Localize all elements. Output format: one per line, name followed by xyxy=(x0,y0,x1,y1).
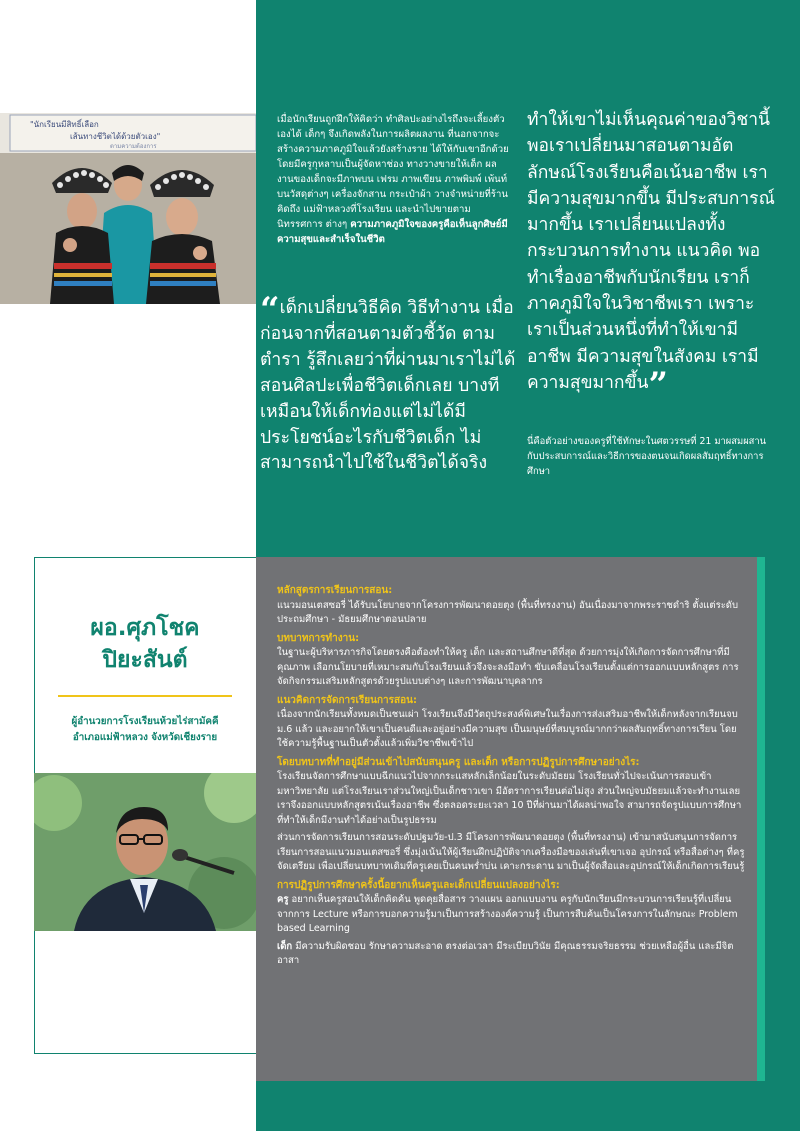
profile-name xyxy=(34,612,256,676)
section-heading: การปฏิรูปการศึกษาครั้งนี้อยากเห็นครูและเด็กเปลี่ยนแปลงอย่างไร: xyxy=(277,879,560,891)
profile-position-line-1: ผู้อำนวยการโรงเรียนห้วยไร่สามัคคี xyxy=(71,716,219,727)
quote-caption: นี่คือตัวอย่างของครูที่ใช้ทักษะในศตวรรษที่ 21 มาผสมผสานกับประสบการณ์และวิธีการของตนจนเกิดผลสัมฤทธิ์ทางการศึกษา xyxy=(527,436,767,477)
sign-text-1: "นักเรียนมีสิทธิ์เลือก xyxy=(30,120,99,129)
paragraph-text: อยากเห็นครูสอนให้เด็กคิดค้น พูดคุยสื่อสาร วางแผน ออกแบบงาน ครูกับนักเรียนมีกระบวนการเรียนรู้ที่เปลี่ยนจากการ Lecture หรือการบอกความรู้มาเป็นการสร้างองค์ความรู้ เป็นการสืบค้นเป็นโครงการในลักษณะ Problem based Learning xyxy=(277,894,738,934)
section-paragraph xyxy=(277,893,747,937)
section-paragraph: โรงเรียนจัดการศึกษาแบบฉีกแนวไปจากกระแสหลักเล็กน้อยในระดับมัธยม โรงเรียนทั่วไปจะเน้นการสอบเข้ามหาวิทยาลัย แต่โรงเรียนเราส่วนใหญ่เป็นเด็กชาวเขา มีอัตราการเรียนต่อไม่สูง ส่วนใหญ่จบมัธยมแล้วจะทำงานเลย เราจึงออกแบบหลักสูตรเน้นเรื่องอาชีพ ซึ่งตลอดระยะเวลา 10 ปีที่ผ่านมาได้ผลน่าพอใจ สามารถจัดรูปแบบการศึกษาที่ทำให้เด็กมีงานทำได้อย่างเป็นรูปธรรม xyxy=(277,771,742,826)
quote-right-text: ทำให้เขาไม่เห็นคุณค่าของวิชานี้ พอเราเปลี่ยนมาสอนตามอัตลักษณ์โรงเรียนคือเน้นอาชีพ เรามีความสุขมากขึ้น มีประสบการณ์มากขึ้น เราเปลี่ยนแปลงทั้งกระบวนการทำงาน แนวคิด พอทำเรื่องอาชีพกับนักเรียน เราก็ภาคภูมิใจในวิชาชีพเรา เพราะเราเป็นส่วนหนึ่งที่ทำให้เขามีอาชีพ มีความสุขในสังคม เรามีความสุขมากขึ้น xyxy=(527,110,775,393)
section-paragraph: แนวมอนเตสซอรี่ ได้รับนโยบายจากโครงการพัฒนาดอยตุง (พื้นที่ทรงงาน) อันเนื่องมาจากพระราชดำริ ตั้งแต่ระดับประถมศึกษา - มัธยมศึกษาตอนปลาย xyxy=(277,599,739,625)
section-support-reform xyxy=(277,756,747,875)
profile-name-line-2: ปิยะสันต์ xyxy=(102,647,188,673)
section-heading: หลักสูตรการเรียนการสอน: xyxy=(277,585,393,596)
pull-quote-center xyxy=(260,290,518,477)
section-paragraph: ในฐานะผู้บริหารภารกิจโดยตรงคือต้องทำให้ครู เด็ก และสถานศึกษาดีที่สุด ด้วยการมุ่งให้เกิดการจัดการศึกษาที่มีคุณภาพ เลือกนโยบายที่เหมาะสมกับโรงเรียนแล้วจึงจะลงมือทำ ขับเคลื่อนโรงเรียนตั้งแต่การออกแบบหลักสูตร การจัดกิจกรรมเสริมหลักสูตรด้วยรูปแบบต่างๆ และการพัฒนาบุคลากร xyxy=(277,647,739,687)
gray-box-accent-stripe xyxy=(757,557,765,1081)
open-quote-mark: “ xyxy=(260,290,280,330)
sign-text-3: ตามความต้องการ xyxy=(110,143,157,150)
students-illustration xyxy=(0,113,256,304)
profile-divider xyxy=(58,695,232,697)
sign-text-2: เส้นทางชีวิตได้ด้วยตัวเอง" xyxy=(70,132,161,141)
pull-quote-right xyxy=(527,107,779,405)
profile-position-line-2: อำเภอแม่ฟ้าหลวง จังหวัดเชียงราย xyxy=(72,732,218,743)
section-teaching-concept xyxy=(277,694,747,752)
paragraph-lead: ครู xyxy=(277,894,289,905)
quote-center-text: เด็กเปลี่ยนวิธีคิด วิธีทำงาน เมื่อก่อนจากที่สอนตามตัวชี้วัด ตามตำรา รู้สึกเลยว่าที่ผ่านมาเราไม่ได้สอนศิลปะเพื่อชีวิตเด็กเลย บางทีเหมือนให้เด็กท่องแต่ไม่ได้มีประโยชน์อะไรกับชีวิตเด็ก ไม่สามารถนำไปใช้ในชีวิตได้จริง xyxy=(260,298,516,474)
section-heading: บทบาทการทำงาน: xyxy=(277,632,360,644)
interview-sections xyxy=(277,580,747,972)
intro-bold-text: ความภาคภูมิใจของครูคือเห็นลูกศิษย์มีความสุขและสำเร็จในชีวิต xyxy=(277,219,508,245)
section-heading: โดยบทบาทที่ทำอยู่มีส่วนเข้าไปสนับสนุนครู และเด็ก หรือการปฏิรูปการศึกษาอย่างไร: xyxy=(277,756,640,768)
section-paragraph: เนื่องจากนักเรียนทั้งหมดเป็นชนเผ่า โรงเรียนจึงมีวัตถุประสงค์พิเศษในเรื่องการส่งเสริมอาชีพให้เด็กหลังจากเรียนจบ ม.6 แล้ว และอยากให้เขาเป็นคนดีและอยู่อย่างมีความสุข เป็นมนุษย์ที่สมบูรณ์มากกว่าผลสัมฤทธิ์ทางการเรียน โดยใช้ความรู้พื้นฐานเป็นตัวตั้งแล้วเพิ่มวิชาชีพเข้าไป xyxy=(277,709,738,749)
profile-name-line-1: ผอ.ศุภโชค xyxy=(90,615,200,641)
profile-position xyxy=(34,714,256,746)
close-quote-mark: ” xyxy=(648,364,668,405)
section-reform-goals xyxy=(277,879,747,969)
director-photo xyxy=(34,773,256,931)
intro-text: เมื่อนักเรียนถูกฝึกให้คิดว่า ทำศิลปะอย่างไรถึงจะเลี้ยงตัวเองได้ เด็กๆ จึงเกิดพลังในการผลิตผลงาน ที่นอกจากจะสร้างความภาคภูมิใจแล้วยังสร้างราย ได้ให้กับเขาอีกด้วย โดยมีครูกุหลาบเป็นผู้จัดหาช่อง ทางวางขายให้เด็ก ผลงานของเด็กจะมีภาพบน เฟรม ภาพเขียน ภาพพิมพ์ เพ้นท์บนวัสดุต่างๆ เครื่องจักสาน กระเป๋าผ้า วางจำหน่ายที่ร้านคิดถึง แม่ฟ้าหลวงที่โรงเรียน และนำไปขายตามนิทรรศการ ต่างๆ xyxy=(277,114,509,230)
director-illustration xyxy=(34,773,256,931)
section-curriculum xyxy=(277,584,747,628)
section-role xyxy=(277,632,747,690)
section-paragraph: ส่วนการจัดการเรียนการสอนระดับปฐมวัย-ป.3 มีโครงการพัฒนาดอยตุง (พื้นที่ทรงงาน) เข้ามาสนับสนุนการจัดการเรียนการสอนแนวมอนเตสซอรี่ ซึ่งมุ่งเน้นให้ผู้เรียนฝึกปฏิบัติจากเครื่องมือของเล่นที่เขาเจอ อุปกรณ์ หรือสื่อต่างๆ ที่ครูจัดเตรียม เพื่อเปลี่ยนบทบาทเดิมที่ครูเคยเป็นคนพร่ำบ่น เคาะกระดาน มาเป็นผู้จัดสื่อและอุปกรณ์ให้เด็กเกิดการเรียนรู้ xyxy=(277,832,745,872)
intro-paragraph xyxy=(277,112,509,247)
students-photo xyxy=(0,113,256,304)
paragraph-text: มีความรับผิดชอบ รักษาความสะอาด ตรงต่อเวลา มีระเบียบวินัย มีคุณธรรมจริยธรรม ช่วยเหลือผู้อื่น และมีจิตอาสา xyxy=(277,940,734,966)
section-heading: แนวคิดการจัดการเรียนการสอน: xyxy=(277,694,417,706)
paragraph-lead: เด็ก xyxy=(277,940,293,952)
section-paragraph xyxy=(277,940,747,969)
